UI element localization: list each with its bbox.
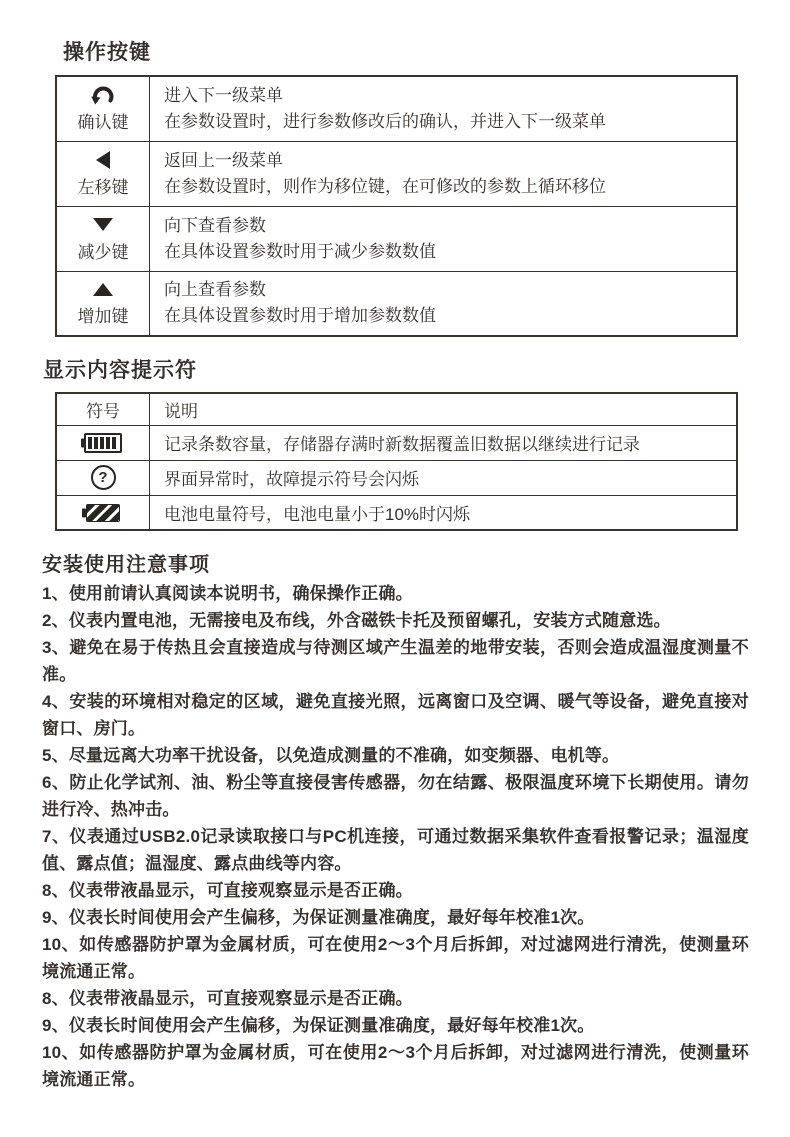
key-name: 减少键 [77, 242, 129, 262]
key-desc-line2: 在参数设置时，则作为移位键，在可修改的参数上循环移位 [164, 176, 606, 196]
key-name: 左移键 [77, 177, 129, 197]
table-row [56, 141, 737, 206]
table-row [56, 206, 737, 271]
note-item: 2、仪表内置电池，无需接电及布线，外含磁铁卡托及预留螺孔，安装方式随意选。 [42, 611, 671, 630]
note-item: 6、防止化学试剂、油、粉尘等直接侵害传感器，勿在结露、极限温度环境下长期使用。请勿进行冷、热冲击。 [42, 773, 749, 819]
key-symbol-cell [56, 141, 150, 206]
note-item: 10、如传感器防护罩为金属材质，可在使用2～3个月后拆卸，对过滤网进行清洗，使测量环境流通正常。 [42, 1043, 749, 1089]
table-row [56, 425, 737, 460]
column-header-symbol: 符号 [56, 393, 150, 425]
table-header-row [56, 393, 737, 425]
symbol-description: 记录条数容量，存储器存满时新数据覆盖旧数据以继续进行记录 [150, 425, 738, 460]
section-title-display-indicators: 显示内容提示符 [43, 359, 197, 382]
display-indicators-table [55, 392, 738, 531]
key-description-cell [150, 271, 738, 336]
note-item: 7、仪表通过USB2.0记录读取接口与PC机连接，可通过数据采集软件查看报警记录；温湿度值、露点值；温湿度、露点曲线等内容。 [42, 827, 749, 873]
column-header-description: 说明 [150, 393, 738, 425]
symbol-cell [56, 495, 150, 530]
key-name: 增加键 [77, 307, 129, 327]
note-item: 1、使用前请认真阅读本说明书，确保操作正确。 [42, 584, 413, 603]
note-item: 9、仪表长时间使用会产生偏移，为保证测量准确度，最好每年校准1次。 [42, 1016, 595, 1035]
key-desc-line1: 进入下一级菜单 [164, 85, 283, 105]
symbol-description: 界面异常时，故障提示符号会闪烁 [150, 460, 738, 495]
key-description-cell [150, 141, 738, 206]
note-item: 4、安装的环境相对稳定的区域，避免直接光照，远离窗口及空调、暖气等设备，避免直接对窗口、房门。 [42, 692, 749, 738]
battery-level-icon [86, 504, 120, 522]
key-description-cell [150, 206, 738, 271]
symbol-description: 电池电量符号，电池电量小于10%时闪烁 [150, 495, 738, 530]
key-desc-line2: 在具体设置参数时用于减少参数数值 [164, 241, 436, 261]
key-symbol-cell [56, 76, 150, 141]
table-row [56, 271, 737, 336]
key-description-cell [150, 76, 738, 141]
note-item: 8、仪表带液晶显示，可直接观察显示是否正确。 [42, 881, 413, 900]
installation-notes-list [42, 580, 749, 1093]
table-row [56, 495, 737, 530]
table-row [56, 76, 737, 141]
note-item: 9、仪表长时间使用会产生偏移，为保证测量准确度，最好每年校准1次。 [42, 908, 595, 927]
note-item: 5、尽量远离大功率干扰设备，以免造成测量的不准确，如变频器、电机等。 [42, 746, 620, 765]
record-capacity-icon [84, 433, 122, 453]
section-title-operation-keys: 操作按键 [63, 41, 151, 64]
up-arrow-icon [59, 279, 147, 299]
key-desc-line1: 返回上一级菜单 [164, 150, 283, 170]
symbol-cell [56, 460, 150, 495]
key-desc-line1: 向下查看参数 [164, 215, 266, 235]
section-title-installation-notes: 安装使用注意事项 [42, 554, 210, 576]
note-item: 10、如传感器防护罩为金属材质，可在使用2～3个月后拆卸，对过滤网进行清洗，使测量环境流通正常。 [42, 935, 749, 981]
operation-keys-table [55, 75, 738, 337]
key-symbol-cell [56, 206, 150, 271]
key-desc-line2: 在具体设置参数时用于增加参数数值 [164, 306, 436, 326]
question-glyph: ? [98, 469, 108, 486]
key-desc-line2: 在参数设置时，进行参数修改后的确认，并进入下一级菜单 [164, 111, 606, 131]
left-arrow-icon [59, 150, 147, 170]
key-name: 确认键 [77, 112, 129, 132]
table-row [56, 460, 737, 495]
note-item: 8、仪表带液晶显示，可直接观察显示是否正确。 [42, 989, 413, 1008]
key-desc-line1: 向上查看参数 [164, 280, 266, 300]
down-arrow-icon [59, 215, 147, 235]
note-item: 3、避免在易于传热且会直接造成与待测区域产生温差的地带安装，否则会造成温湿度测量不准。 [42, 638, 749, 684]
confirm-loop-icon [59, 85, 147, 105]
key-symbol-cell [56, 271, 150, 336]
symbol-cell [56, 425, 150, 460]
fault-question-icon [91, 465, 116, 490]
